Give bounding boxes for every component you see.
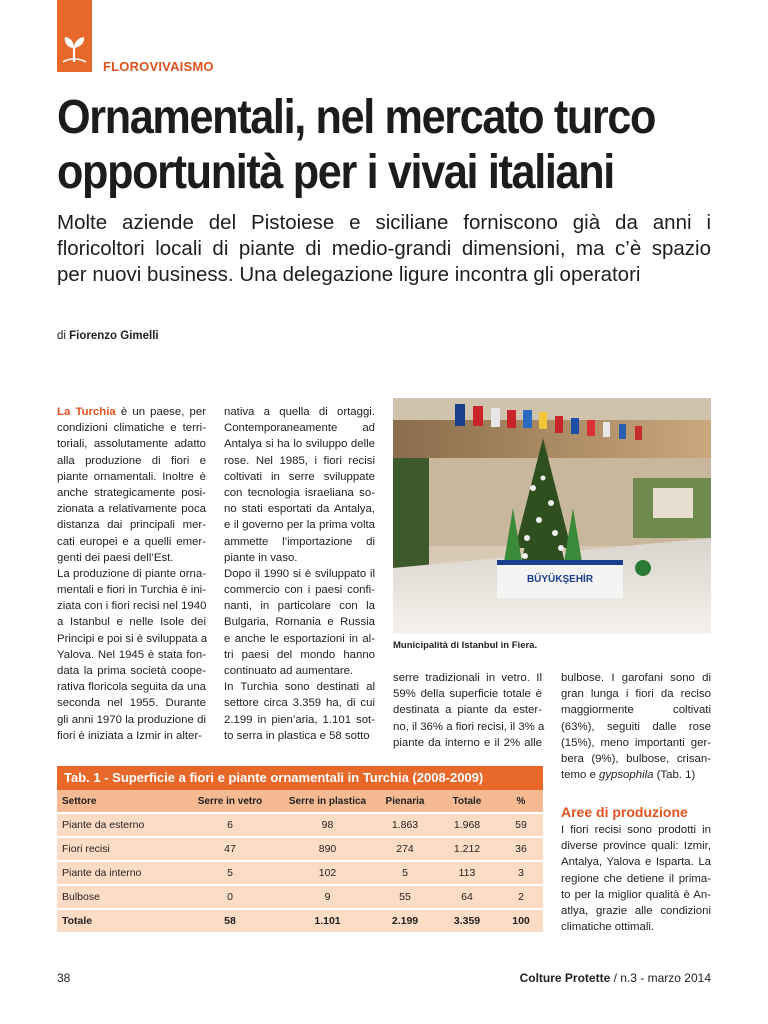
text-line: toriali, assolutamente adatto — [57, 438, 206, 451]
text-line: 59% della superficie totale è — [393, 688, 542, 701]
text-line: gli anni 1970 la produzione di — [57, 713, 206, 726]
title-line: Ornamentali, nel mercato turco — [57, 91, 656, 144]
text-line: Antalya si ha lo sviluppo delle — [224, 438, 375, 451]
text-line: to serra in plastica e 58 sotto — [224, 729, 370, 742]
author-name: Fiorenzo Gimelli — [69, 330, 159, 342]
table-row — [57, 909, 543, 932]
text-line: no, il 36% a fiori recisi, il 3% a — [393, 720, 545, 733]
text-line: In Turchia sono destinati al — [224, 681, 375, 694]
text-line: rativa floricola seguita da una — [57, 681, 206, 694]
body-column-4-section — [561, 822, 711, 935]
title-line: opportunità per i vivai italiani — [57, 146, 614, 199]
text-line: piante ornamentali. Inoltre è — [57, 470, 206, 483]
text-line: con tecnologia israeliana so- — [224, 486, 375, 499]
table-row — [57, 885, 543, 909]
text-line: diverse province quali: Izmir, — [561, 840, 711, 853]
highlight-term: La Turchia — [57, 406, 116, 418]
byline-prefix: di — [57, 330, 66, 342]
magazine-footer — [520, 971, 711, 985]
text-line: piante in vaso. — [224, 551, 298, 564]
text-line: zionata a relativamente poca — [57, 503, 206, 516]
text-line: serre tradizionali in vetro. Il — [393, 672, 542, 684]
byline — [57, 330, 159, 342]
text-line: data la prima società coope- — [57, 665, 206, 677]
table-cell: 0 — [180, 885, 280, 909]
text-line: fiori è iniziata a Izmir in alter- — [57, 729, 202, 742]
table-cell: 100 — [499, 909, 543, 932]
text-line: La produzione di piante orna- — [57, 567, 206, 580]
text-line: Dopo il 1990 si è sviluppato il — [224, 567, 375, 580]
text-line: a Istanbul e nelle Isole dei — [57, 616, 206, 629]
table-header-row — [57, 790, 543, 813]
table-title: Tab. 1 - Superficie a fiori e piante ornamentali in Turchia (2008-2009) — [57, 766, 543, 790]
text-line: bulbose. I garofani sono di — [561, 672, 711, 684]
issue-info: / n.3 - marzo 2014 — [610, 971, 711, 985]
table-cell: 1.101 — [280, 909, 375, 932]
body-column-1 — [57, 404, 206, 744]
article-title — [57, 90, 669, 200]
page-number: 38 — [57, 971, 71, 985]
photo-caption: Municipalità di Istanbul in Fiera. — [393, 640, 538, 651]
table-cell: 3.359 — [435, 909, 499, 932]
text-line: regione che detiene il prima- — [561, 872, 711, 885]
text-line: genti dei paesi dell’Est. — [57, 551, 174, 564]
table-cell: 59 — [499, 813, 543, 837]
italic-term: gypsophila — [599, 769, 654, 781]
fair-photo — [393, 398, 711, 634]
section-label: FLOROVIVAISMO — [103, 59, 214, 74]
text-line: maggiormente coltivati — [561, 704, 711, 717]
subtitle-line: Molte aziende del Pistoiese e siciliane forniscono già da anni i — [57, 211, 711, 234]
table-cell: 98 — [280, 813, 375, 837]
table-header-cell: Totale — [435, 790, 499, 813]
table-cell: 890 — [280, 837, 375, 861]
text-line: alla produzione di fiori e — [57, 454, 206, 467]
text-line: distanza dai principali mer- — [57, 519, 206, 532]
text-line: no stati esportati da Antalya, — [224, 503, 375, 516]
booth-sign: BÜYÜKŞEHİR — [526, 574, 594, 585]
article-subtitle — [57, 210, 711, 288]
text-line: settore circa 3.359 ha, di cui — [224, 697, 375, 710]
table-header-cell: Serre in plastica — [280, 790, 375, 813]
body-column-4 — [561, 670, 711, 767]
table-cell: 55 — [375, 885, 435, 909]
table-cell: 102 — [280, 861, 375, 885]
section-heading: Aree di produzione — [561, 804, 688, 820]
body-column-4-end — [561, 767, 711, 783]
table-cell: 113 — [435, 861, 499, 885]
subtitle-line: floricoltori locali di piante di medio-grandi dimensioni, ma c’è spazio — [57, 237, 711, 260]
table-cell: 1.863 — [375, 813, 435, 837]
table-cell: Totale — [57, 909, 180, 932]
table-header-cell: Pienaria — [375, 790, 435, 813]
table-row — [57, 837, 543, 861]
text-line: cati europei e a quelli emer- — [57, 535, 206, 548]
text-line: condizioni climatiche e terri- — [57, 422, 206, 435]
text-line: tri paesi del mondo hanno — [224, 648, 375, 661]
text-line: atlya, grazie alle condizioni — [561, 904, 711, 917]
text-line — [57, 404, 206, 420]
table-cell: 1.212 — [435, 837, 499, 861]
text-line: bera (9%), bulbose, crisan- — [561, 752, 711, 765]
text-line: ammette l’importazione di — [224, 535, 375, 548]
text-line: gran lunga i fiori da reciso — [561, 688, 711, 701]
magazine-logo — [57, 0, 92, 72]
text-line: nativa a quella di ortaggi. — [224, 406, 375, 418]
text-line: Yalova. Nel 1945 è stata fon- — [57, 648, 206, 661]
text-line: e anche le esportazioni in al- — [224, 632, 375, 645]
table-cell: Bulbose — [57, 885, 180, 909]
text-line: seconda nel 1955. Durante — [57, 697, 206, 710]
table-row — [57, 861, 543, 885]
table-cell: 1.968 — [435, 813, 499, 837]
text-line: ziata con i fiori recisi nel 1940 — [57, 600, 207, 613]
table-cell: 9 — [280, 885, 375, 909]
table-cell: Piante da esterno — [57, 813, 180, 837]
text-line — [561, 767, 711, 783]
text-fragment: temo e — [561, 769, 599, 781]
table-cell: 36 — [499, 837, 543, 861]
table-cell: 274 — [375, 837, 435, 861]
text-fragment: (Tab. 1) — [653, 769, 696, 781]
table-cell: 5 — [375, 861, 435, 885]
subtitle-line: per nuovi business. Una delegazione ligure incontra gli operatori — [57, 263, 641, 286]
text-line: (15%), meno importanti ger- — [561, 736, 711, 749]
text-line: e il governo per la prima volta — [224, 519, 375, 532]
table-cell: Piante da interno — [57, 861, 180, 885]
photo-illustration — [393, 398, 711, 634]
text-line: Contemporaneamente ad — [224, 422, 375, 435]
table-cell: 3 — [499, 861, 543, 885]
text-line: I fiori recisi sono prodotti in — [561, 824, 711, 836]
sprout-icon — [61, 34, 88, 64]
table-cell: 2 — [499, 885, 543, 909]
text-line: mentali e fiori in Turchia è ini- — [57, 584, 206, 597]
text-line: 2.199 in pien’aria, 1.101 sot- — [224, 713, 375, 726]
text-line: coltivati in serre sviluppate — [224, 470, 375, 483]
table-cell: 6 — [180, 813, 280, 837]
text-line: commercio con i paesi confi- — [224, 584, 375, 597]
text-line: (63%), seguiti dalle rose — [561, 720, 711, 733]
body-column-2 — [224, 404, 375, 744]
magazine-name: Colture Protette — [519, 971, 611, 985]
table-cell: Fiori recisi — [57, 837, 180, 861]
table-header-cell: % — [499, 790, 543, 813]
body-column-3 — [393, 670, 545, 751]
text-line: climatiche ottimali. — [561, 921, 655, 934]
text-line: anche strategicamente posi- — [57, 486, 206, 499]
table-cell: 64 — [435, 885, 499, 909]
table-row — [57, 813, 543, 837]
text-line: piante da interno e il 2% alle — [393, 736, 542, 749]
data-table — [57, 790, 543, 932]
text-line: destinata a piante da ester- — [393, 704, 542, 717]
text-line: nanti, in particolare con la — [224, 600, 375, 613]
table-header-cell: Settore — [57, 790, 180, 813]
table-header-cell: Serre in vetro — [180, 790, 280, 813]
text-fragment: è un paese, per — [115, 406, 206, 418]
table-cell: 47 — [180, 837, 280, 861]
text-line: to per la miglior qualità è An- — [561, 888, 711, 901]
table-cell: 2.199 — [375, 909, 435, 932]
table-cell: 58 — [180, 909, 280, 932]
text-line: Antalya, Yalova e Isparta. La — [561, 856, 711, 869]
text-line: continuato ad aumentare. — [224, 665, 354, 677]
text-line: Principi e poi si è sviluppata a — [57, 632, 208, 645]
text-line: Bulgaria, Romania e Russia — [224, 616, 375, 629]
text-line: rose. Nel 1985, i fiori recisi — [224, 454, 375, 467]
table-cell: 5 — [180, 861, 280, 885]
